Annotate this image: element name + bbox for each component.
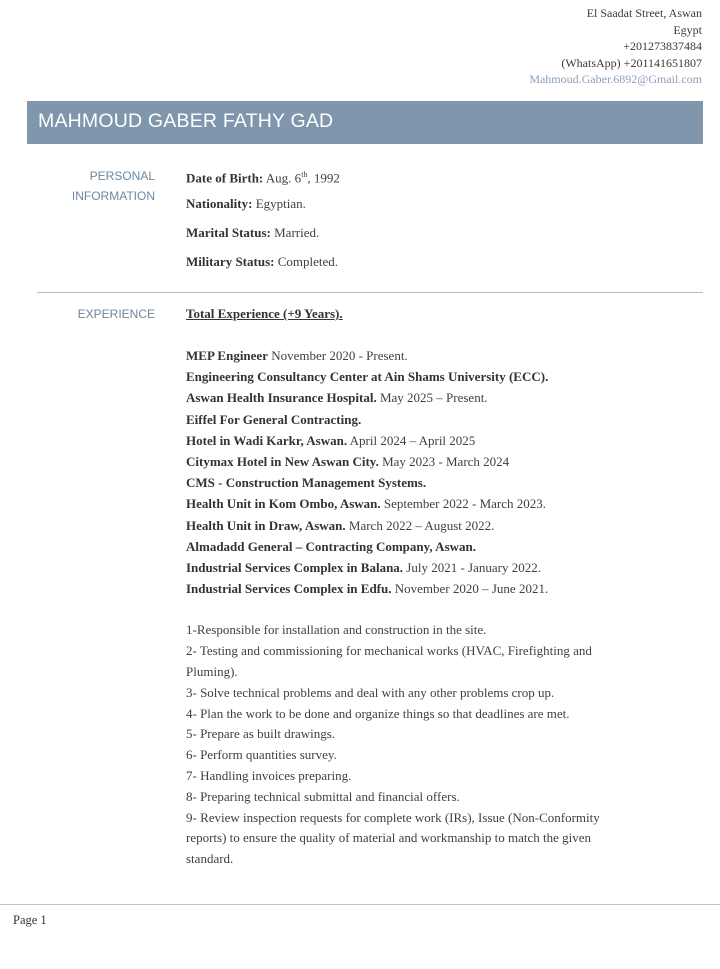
- experience-entry: [186, 387, 611, 408]
- label-line: INFORMATION: [71, 189, 155, 203]
- entry-dates: May 2023 - March 2024: [378, 454, 510, 470]
- country: Egypt: [673, 22, 702, 37]
- info-value: Aug. 6: [263, 170, 302, 186]
- task-item: 5- Prepare as built drawings.: [186, 726, 336, 742]
- experience-entry: [186, 536, 611, 557]
- experience-list: [186, 345, 611, 599]
- entry-dates: May 2025 – Present.: [376, 390, 488, 406]
- entry-title: Industrial Services Complex in Balana.: [186, 560, 404, 576]
- task-item: 3- Solve technical problems and deal with any other problems crop up.: [186, 684, 555, 700]
- info-value: , 1992: [307, 170, 340, 186]
- page-number: Page 1: [13, 913, 47, 927]
- info-value: Married.: [270, 225, 320, 240]
- whatsapp: (WhatsApp) +201141651807: [561, 55, 702, 70]
- entry-title: CMS - Construction Management Systems.: [186, 475, 427, 491]
- info-key: Nationality:: [186, 196, 253, 211]
- task-item: 7- Handling invoices preparing.: [186, 768, 352, 784]
- entry-dates: September 2022 - March 2023.: [380, 496, 547, 512]
- email-link[interactable]: Mahmoud.Gaber.6892@Gmail.com: [529, 72, 702, 86]
- entry-title: Citymax Hotel in New Aswan City.: [186, 454, 379, 470]
- entry-dates: July 2021 - January 2022.: [403, 560, 541, 576]
- task-item: 2- Testing and commissioning for mechanical works (HVAC, Firefighting and Pluming).: [186, 643, 592, 680]
- info-sup: th: [301, 170, 308, 179]
- entry-title: MEP Engineer: [186, 348, 268, 363]
- task-item: 9- Review inspection requests for complete work (IRs), Issue (Non-Conformity reports) to ensure the quality of material and workmanship to match the given standard.: [186, 809, 600, 867]
- task-list: [186, 620, 611, 870]
- experience-entry: [186, 557, 611, 578]
- task-item: 4- Plan the work to be done and organize things so that deadlines are met.: [186, 705, 570, 721]
- entry-title: Hotel in Wadi Karkr, Aswan.: [186, 432, 348, 448]
- experience-entry: [186, 493, 611, 514]
- entry-title: Eiffel For General Contracting.: [186, 411, 362, 427]
- label-line: PERSONAL: [89, 169, 155, 183]
- info-value: Completed.: [274, 254, 339, 269]
- address: El Saadat Street, Aswan: [586, 6, 702, 20]
- entry-dates: November 2020 – June 2021.: [391, 581, 549, 597]
- total-experience: Total Experience (+9 Years).: [186, 306, 343, 321]
- contact-block: [529, 5, 702, 88]
- task-item: 1-Responsible for installation and construction in the site.: [186, 622, 487, 638]
- entry-title: Health Unit in Draw, Aswan.: [186, 517, 346, 533]
- name: MAHMOUD GABER FATHY GAD: [38, 110, 334, 132]
- info-dob: [186, 166, 340, 195]
- entry-title: Industrial Services Complex in Edfu.: [186, 581, 392, 597]
- entry-title: Aswan Health Insurance Hospital.: [186, 390, 377, 406]
- info-marital: [186, 224, 340, 253]
- section-divider: [37, 292, 703, 293]
- entry-title: Engineering Consultancy Center at Ain Shams University (ECC).: [186, 369, 549, 385]
- experience-entry: [186, 515, 611, 536]
- task-item: 6- Perform quantities survey.: [186, 747, 337, 763]
- entry-dates: April 2024 – April 2025: [347, 432, 476, 448]
- experience-entry: [186, 451, 611, 472]
- phone: +201273837484: [623, 39, 702, 53]
- info-key: Marital Status:: [186, 225, 271, 240]
- section-label-experience: EXPERIENCE: [77, 307, 155, 321]
- experience-entry: [186, 409, 611, 430]
- task-item: 8- Preparing technical submittal and financial offers.: [186, 788, 460, 804]
- info-value: Egyptian.: [252, 196, 306, 211]
- footer-divider: [0, 904, 720, 905]
- experience-entry: [186, 345, 611, 366]
- entry-dates: November 2020 - Present.: [267, 348, 408, 363]
- section-label-personal: [72, 166, 155, 206]
- info-key: Military Status:: [186, 254, 275, 269]
- personal-info: [186, 166, 340, 282]
- experience-entry: [186, 366, 611, 387]
- experience-entry: [186, 472, 611, 493]
- name-header: [27, 101, 703, 144]
- info-military: [186, 253, 340, 282]
- experience-section: [186, 304, 611, 870]
- experience-entry: [186, 430, 611, 451]
- info-nationality: [186, 195, 340, 224]
- entry-dates: March 2022 – August 2022.: [345, 517, 495, 533]
- experience-entry: [186, 578, 611, 599]
- info-key: Date of Birth:: [186, 170, 264, 186]
- entry-title: Almadadd General – Contracting Company, Aswan.: [186, 538, 476, 554]
- entry-title: Health Unit in Kom Ombo, Aswan.: [186, 496, 381, 512]
